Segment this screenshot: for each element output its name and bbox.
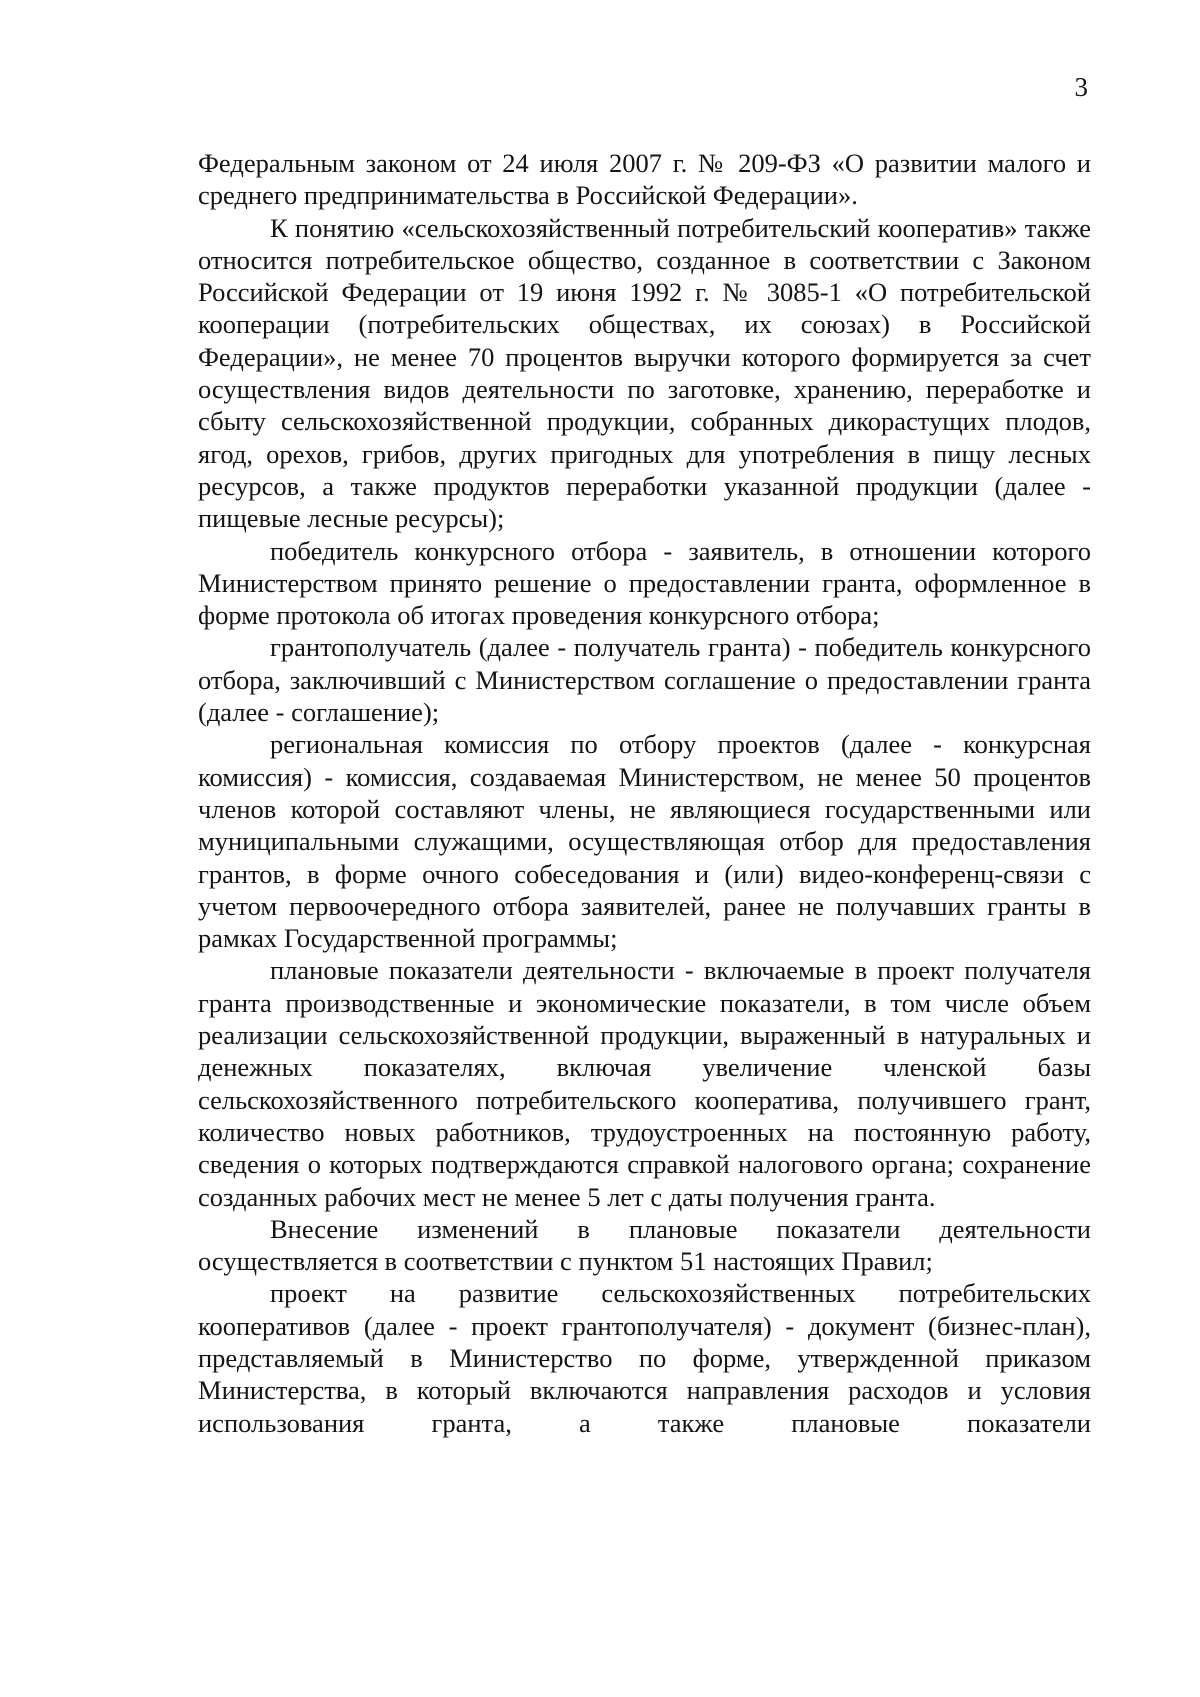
- paragraph-regional-commission: региональная комиссия по отбору проектов (далее - конкурсная комиссия) - комиссия, создаваемая Министерством, не менее 50 процентов членов которой составляют члены, не являющиеся государственными или муниципальными служащими, осуществляющая отбор для предоставления грантов, в форме очного собеседования и (или) видео-конференц-связи с учетом первоочередного отбора заявителей, ранее не получавших гранты в рамках Государственной программы;: [198, 729, 1091, 954]
- page-number: 3: [1074, 72, 1088, 102]
- paragraph-cooperative-definition: К понятию «сельскохозяйственный потребительский кооператив» также относится потребительское общество, созданное в соответствии с Законом Российской Федерации от 19 июня 1992 г. № 3085-1 «О потребительской кооперации (потребительских обществах, их союзах) в Российской Федерации», не менее 70 процентов выручки которого формируется за счет осуществления видов деятельности по заготовке, хранению, переработке и сбыту сельскохозяйственной продукции, собранных дикорастущих плодов, ягод, орехов, грибов, других пригодных для употребления в пищу лесных ресурсов, а также продуктов переработки указанной продукции (далее - пищевые лесные ресурсы);: [198, 212, 1091, 534]
- paragraph-indicator-changes: Внесение изменений в плановые показатели деятельности осуществляется в соответствии с пунктом 51 настоящих Правил;: [198, 1213, 1091, 1277]
- paragraph-competition-winner: победитель конкурсного отбора - заявитель, в отношении которого Министерством принято решение о предоставлении гранта, оформленное в форме протокола об итогах проведения конкурсного отбора;: [198, 535, 1091, 631]
- document-body: [198, 147, 1091, 1439]
- paragraph-grant-recipient: грантополучатель (далее - получатель гранта) - победитель конкурсного отбора, заключивший с Министерством соглашение о предоставлении гранта (далее - соглашение);: [198, 632, 1091, 728]
- paragraph-planned-indicators: плановые показатели деятельности - включаемые в проект получателя гранта производственные и экономические показатели, в том числе объем реализации сельскохозяйственной продукции, выраженный в натуральных и денежных показателях, включая увеличение членской базы сельскохозяйственного потребительского кооператива, получившего грант, количество новых работников, трудоустроенных на постоянную работу, сведения о которых подтверждаются справкой налогового органа; сохранение созданных рабочих мест не менее 5 лет с даты получения гранта.: [198, 955, 1091, 1212]
- paragraph-project-definition: проект на развитие сельскохозяйственных потребительских кооперативов (далее - проект грантополучателя) - документ (бизнес-план), представляемый в Министерство по форме, утвержденной приказом Министерства, в который включаются направления расходов и условия использования гранта, а также плановые показатели: [198, 1278, 1091, 1438]
- paragraph-federal-law-reference: Федеральным законом от 24 июля 2007 г. № 209-ФЗ «О развитии малого и среднего предпринимательства в Российской Федерации».: [198, 148, 1091, 211]
